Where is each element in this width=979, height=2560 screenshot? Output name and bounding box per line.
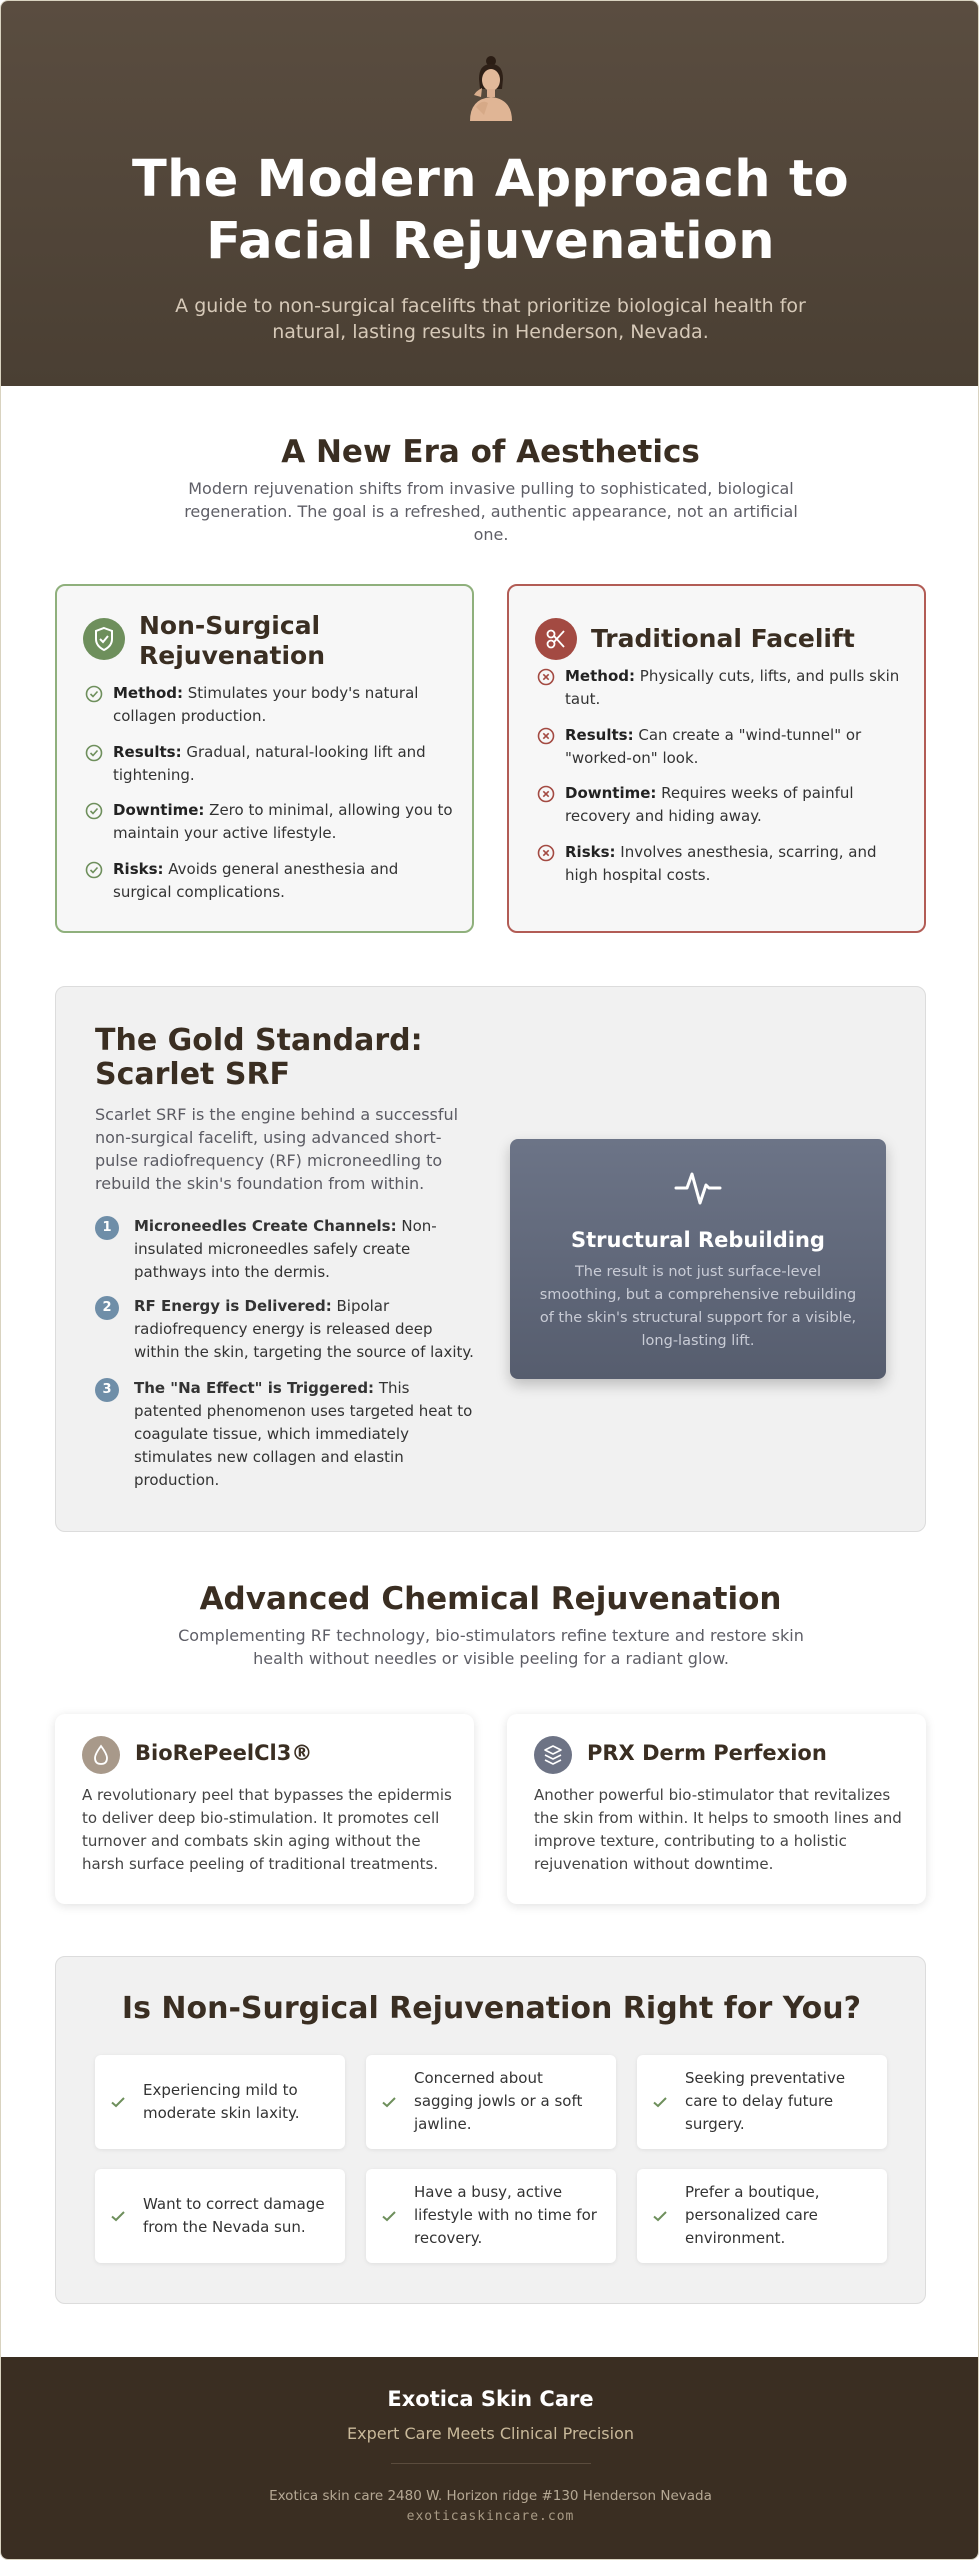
check-icon [109, 2207, 127, 2225]
step-text: Bipolar radiofrequency energy is released deep within the skin, targeting the source of laxity. [134, 1297, 474, 1361]
item-text: Zero to minimal, allowing you to maintain your active lifestyle. [113, 801, 453, 842]
candidate-section [55, 1956, 926, 2304]
candidate-item [637, 2169, 887, 2263]
footer-tagline: Expert Care Meets Clinical Precision [346, 2424, 634, 2443]
candidate-item [366, 2169, 616, 2263]
check-circle-icon [85, 802, 103, 820]
traditional-facelift-title: Traditional Facelift [591, 624, 855, 653]
check-icon [651, 2093, 669, 2111]
check-icon [380, 2207, 398, 2225]
candidate-text: Seeking preventative care to delay future surgery. [685, 2069, 846, 2133]
step-label: Microneedles Create Channels: [134, 1217, 397, 1235]
step-number: 2 [95, 1296, 119, 1320]
check-circle-icon [85, 861, 103, 879]
candidate-text: Concerned about sagging jowls or a soft jawline. [414, 2069, 583, 2133]
prx-derm-title: PRX Derm Perfexion [587, 1741, 827, 1765]
panel-text: The result is not just surface-level smoothing, but a comprehensive rebuilding of the skin's structural support for a visible, long-lasting lift. [539, 1264, 857, 1349]
droplet-icon [82, 1736, 120, 1774]
pulse-icon [673, 1165, 723, 1211]
x-circle-icon [537, 844, 555, 862]
item-label: Results: [113, 743, 182, 761]
footer-address: Exotica skin care 2480 W. Horizon ridge #130 Henderson Nevada [269, 2488, 712, 2504]
item-label: Downtime: [113, 801, 205, 819]
item-text: Can create a "wind-tunnel" or "worked-on" look. [565, 726, 862, 767]
era-subtitle: Modern rejuvenation shifts from invasive pulling to sophisticated, biological regeneration. The goal is a refreshed, authentic appearance, not an artificial one. [184, 479, 798, 544]
item-label: Method: [565, 667, 635, 685]
candidate-text: Want to correct damage from the Nevada sun. [143, 2195, 325, 2236]
check-icon [109, 2093, 127, 2111]
check-icon [651, 2207, 669, 2225]
scarlet-srf-title: The Gold Standard: Scarlet SRF [95, 1023, 423, 1092]
layers-icon [534, 1736, 572, 1774]
check-icon [380, 2093, 398, 2111]
non-surgical-title: Non-Surgical Rejuvenation [139, 611, 325, 670]
item-text: Stimulates your body's natural collagen production. [113, 684, 419, 725]
candidate-text: Have a busy, active lifestyle with no time for recovery. [414, 2183, 597, 2247]
candidate-item [637, 2055, 887, 2149]
hero-subtitle: A guide to non-surgical facelifts that prioritize biological health for natural, lasting results in Henderson, Nevada. [175, 295, 806, 343]
check-circle-icon [85, 744, 103, 762]
item-text: Involves anesthesia, scarring, and high hospital costs. [565, 843, 877, 884]
candidate-item [366, 2055, 616, 2149]
prx-derm-text: Another powerful bio-stimulator that revitalizes the skin from within. It helps to smooth lines and improve texture, contributing to a holistic rejuvenation without downtime. [534, 1786, 902, 1873]
footer-divider [391, 2463, 591, 2464]
item-text: Physically cuts, lifts, and pulls skin taut. [565, 667, 900, 708]
biorepeel-card [55, 1714, 474, 1904]
step-number: 1 [95, 1216, 119, 1240]
candidate-item [95, 2055, 345, 2149]
item-label: Risks: [565, 843, 616, 861]
era-heading: A New Era of Aesthetics [281, 434, 700, 470]
biorepeel-text: A revolutionary peel that bypasses the epidermis to deliver deep bio-stimulation. It promotes cell turnover and combats skin aging without the harsh surface peeling of traditional treatments. [82, 1786, 452, 1873]
x-circle-icon [537, 668, 555, 686]
item-label: Results: [565, 726, 634, 744]
item-text: Gradual, natural-looking lift and tightening. [113, 743, 426, 784]
step-text: Non-insulated microneedles safely create pathways into the dermis. [134, 1217, 437, 1281]
item-text: Requires weeks of painful recovery and hiding away. [565, 784, 854, 825]
traditional-facelift-card [507, 584, 926, 933]
item-text: Avoids general anesthesia and surgical complications. [113, 860, 399, 901]
candidate-text: Experiencing mild to moderate skin laxity. [143, 2081, 300, 2122]
biorepeel-title: BioRePeelCl3® [135, 1741, 313, 1765]
non-surgical-card [55, 584, 474, 933]
prx-derm-card [507, 1714, 926, 1904]
footer [1, 2357, 979, 2560]
scissors-icon [535, 618, 577, 660]
check-circle-icon [85, 685, 103, 703]
step-label: The "Na Effect" is Triggered: [134, 1379, 375, 1397]
candidate-item [95, 2169, 345, 2263]
step-number: 3 [95, 1378, 119, 1402]
chemical-subtitle: Complementing RF technology, bio-stimulators refine texture and restore skin health without needles or visible peeling for a radiant glow. [178, 1626, 804, 1668]
footer-website-link[interactable]: exoticaskincare.com [406, 2509, 575, 2524]
scarlet-srf-intro: Scarlet SRF is the engine behind a successful non-surgical facelift, using advanced short-pulse radiofrequency (RF) microneedling to rebuild the skin's foundation from within. [95, 1105, 459, 1193]
chemical-heading: Advanced Chemical Rejuvenation [199, 1581, 782, 1617]
item-label: Risks: [113, 860, 164, 878]
candidate-title: Is Non-Surgical Rejuvenation Right for You? [121, 1991, 862, 2026]
woman-portrait-image [464, 55, 518, 121]
item-label: Downtime: [565, 784, 657, 802]
footer-brand: Exotica Skin Care [387, 2387, 594, 2411]
structural-rebuilding-panel [510, 1139, 886, 1379]
x-circle-icon [537, 785, 555, 803]
hero-banner [1, 1, 979, 386]
panel-title: Structural Rebuilding [571, 1228, 825, 1252]
item-label: Method: [113, 684, 183, 702]
x-circle-icon [537, 727, 555, 745]
step-text: This patented phenomenon uses targeted heat to coagulate tissue, which immediately stimulates new collagen and elastin production. [134, 1379, 473, 1489]
step-label: RF Energy is Delivered: [134, 1297, 332, 1315]
scarlet-srf-section [55, 986, 926, 1532]
shield-check-icon [83, 618, 125, 660]
page-title: The Modern Approach to Facial Rejuvenation [132, 150, 849, 271]
candidate-text: Prefer a boutique, personalized care environment. [685, 2183, 820, 2247]
